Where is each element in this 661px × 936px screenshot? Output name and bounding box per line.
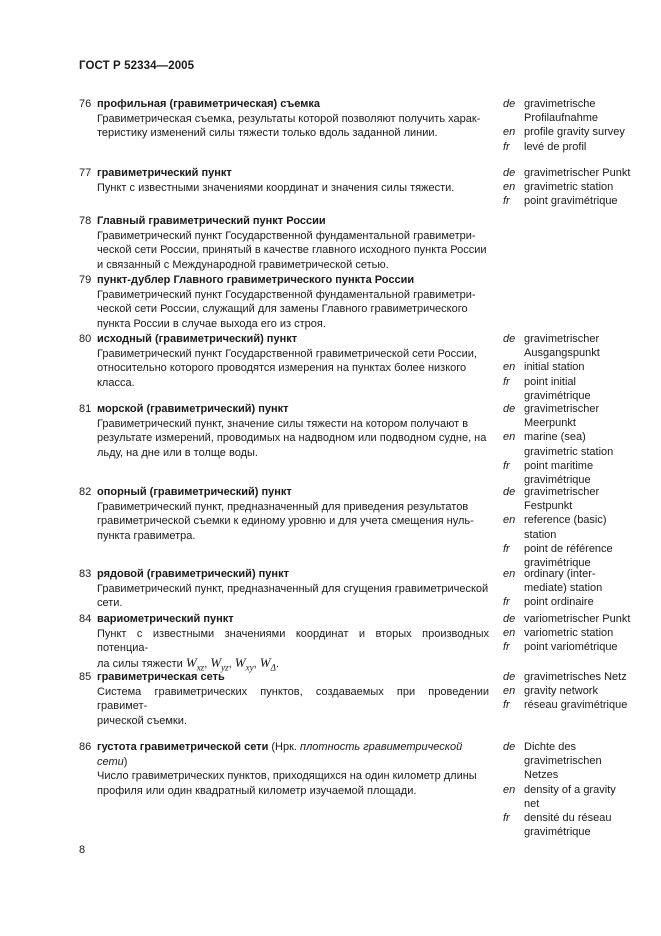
translation-en: en initial station [503,361,585,374]
term-definition-formula-line: ла силы тяжести $W_{xz}$, $W_{yz}$, $W_{xy}$, $W_\Delta$. [97,654,279,673]
term-body [97,740,489,798]
term-definition-line: Гравиметрический пункт, значение силы тяжести на котором получают в [97,417,469,430]
formula-wdelta: $W_\Delta$ [259,654,276,673]
term-definition-line: пункта России в случае выхода его из строя. [97,317,326,330]
translation-en: en marine (sea) gravimetric station [503,431,614,458]
translation-fr: fr point gravimétrique [503,195,618,208]
translation-de: de gravimetrischer Ausgangspunkt [503,333,600,360]
term-number: 77 [79,167,92,179]
term-title: пункт-дублер Главного гравиметрического пункта России [97,274,415,286]
term-number: 85 [79,671,92,683]
term-title: вариометрический пункт [97,613,234,625]
term-title: гравиметрический пункт [97,167,232,179]
translation-en: en gravity network [503,685,598,698]
page-number: 8 [79,844,86,856]
term-number: 84 [79,613,92,625]
term-definition-line: Гравиметрическая съемка, результаты которой позволяют получить харак- [97,112,481,125]
term-title: густота гравиметрической сети (Нрк. плотность гравиметрической сети) [97,741,463,768]
formula-wyz: $W_{yz}$ [210,654,229,673]
term-body [97,214,489,272]
term-definition-line: Гравиметрический пункт, предназначенный для приведения результатов [97,500,469,513]
term-definition-line: гравиметрической съемки к единому уровню и для учета смещения нуль- [97,515,474,528]
formula-wxz: $W_{xz}$ [185,654,205,673]
term-body [97,166,489,195]
translations [503,612,633,655]
term-definition-line: класса. [97,376,135,389]
term-definition-line: Число гравиметрических пунктов, приходящихся на один километр длины [97,770,477,783]
translation-en: en ordinary (inter-mediate) station [503,568,603,595]
term-body [97,670,489,728]
term-definition-line: Гравиметрический пункт Государственной гравиметрической сети России, [97,347,477,360]
term-definition-line: сети. [97,597,123,610]
term-note: (Нрк. плотность гравиметрической сети) [97,741,463,768]
term-number: 83 [79,568,92,580]
term-definition-line: ческой сети России, служащий для замены Главного гравиметрического [97,303,468,316]
translation-en: en profile gravity survey [503,126,625,139]
term-definition-line: пункта гравиметра. [97,529,196,542]
translation-fr: fr point initial gravimétrique [503,375,591,402]
term-body [97,567,489,611]
term-title: морской (гравиметрический) пункт [97,403,289,415]
translations [503,166,633,209]
term-title: опорный (гравиметрический) пункт [97,486,292,498]
translation-de: de gravimetrischer Meerpunkt [503,403,600,430]
term-title: профильная (гравиметрическая) съемка [97,98,321,110]
translation-de: de gravimetrischer Punkt [503,167,631,179]
term-definition-line: теристику изменений силы тяжести только вдоль заданной линии. [97,127,438,140]
term-number: 79 [79,274,92,286]
term-definition-line: льду, на дне или в толще воды. [97,446,258,459]
translations [503,740,633,839]
translations [503,97,633,154]
term-definition-line: Пункт с известными значениями координат и вторых производных потенциа- [97,627,489,655]
translation-de: de Dichte des gravimetrischen Netzes [503,741,602,782]
term-number: 82 [79,486,92,498]
translation-fr: fr densité du réseau gravimétrique [503,812,612,839]
term-definition-line: Система гравиметрических пунктов, создаваемых при проведении гравимет- [97,685,489,713]
formula-wxy: $W_{xy}$ [234,654,254,673]
term-number: 76 [79,98,92,110]
translation-de: de gravimetrische Profilaufnahme [503,98,598,125]
translations [503,567,633,610]
term-body [97,273,489,331]
translations [503,670,633,713]
term-definition-line: результате измерений, проводимых на надводном или подводном судне, на [97,432,487,445]
term-body [97,332,489,390]
translation-en: en gravimetric station [503,181,614,194]
translation-en: en density of a gravity net [503,783,616,810]
term-body [97,485,489,543]
translation-en: en reference (basic) station [503,514,607,541]
term-definition-line: ческой сети России, принятый в качестве главного исходного пункта России [97,244,487,257]
term-number: 81 [79,403,92,415]
term-title: гравиметрическая сеть [97,671,225,683]
term-number: 86 [79,741,92,753]
translation-de: de variometrischer Punkt [503,613,631,625]
document-header: ГОСТ Р 52334—2005 [79,60,195,72]
translation-de: de gravimetrischer Festpunkt [503,486,600,513]
term-definition-line: рической съемки. [97,714,187,727]
term-definition-line: относительно которого проводятся измерения на пунктах более низкого [97,362,467,375]
term-definition-line: Гравиметрический пункт Государственной фундаментальной гравиметри- [97,288,476,301]
term-definition-line: Гравиметрический пункт Государственной фундаментальной гравиметри- [97,229,476,242]
translation-de: de gravimetrisches Netz [503,671,627,683]
translation-fr: fr point de référence gravimétrique [503,542,613,570]
term-body [97,612,489,675]
translations [503,402,633,487]
translations [503,485,633,570]
term-number: 78 [79,215,92,227]
translation-fr: fr point variométrique [503,641,618,654]
translation-fr: fr point maritime gravimétrique [503,459,594,487]
term-body [97,402,489,460]
term-title: рядовой (гравиметрический) пункт [97,568,289,580]
term-title: исходный (гравиметрический) пункт [97,333,298,345]
term-definition-line: профиля или один квадратный километр изучаемой площади. [97,784,417,797]
translations [503,332,633,403]
term-title: Главный гравиметрический пункт России [97,215,326,227]
translation-fr: fr point ordinaire [503,596,594,609]
term-definition-line: и связанный с Международной гравиметрической сетью. [97,258,389,271]
translation-fr: fr levé de profil [503,140,587,153]
term-body [97,97,489,141]
term-definition-line: Гравиметрический пункт, предназначенный для сгущения гравиметрической [97,582,489,595]
translation-fr: fr réseau gravimétrique [503,699,628,712]
term-definition-line: Пункт с известными значениями координат и значения силы тяжести. [97,181,455,194]
term-number: 80 [79,333,92,345]
translation-en: en variometric station [503,627,614,640]
